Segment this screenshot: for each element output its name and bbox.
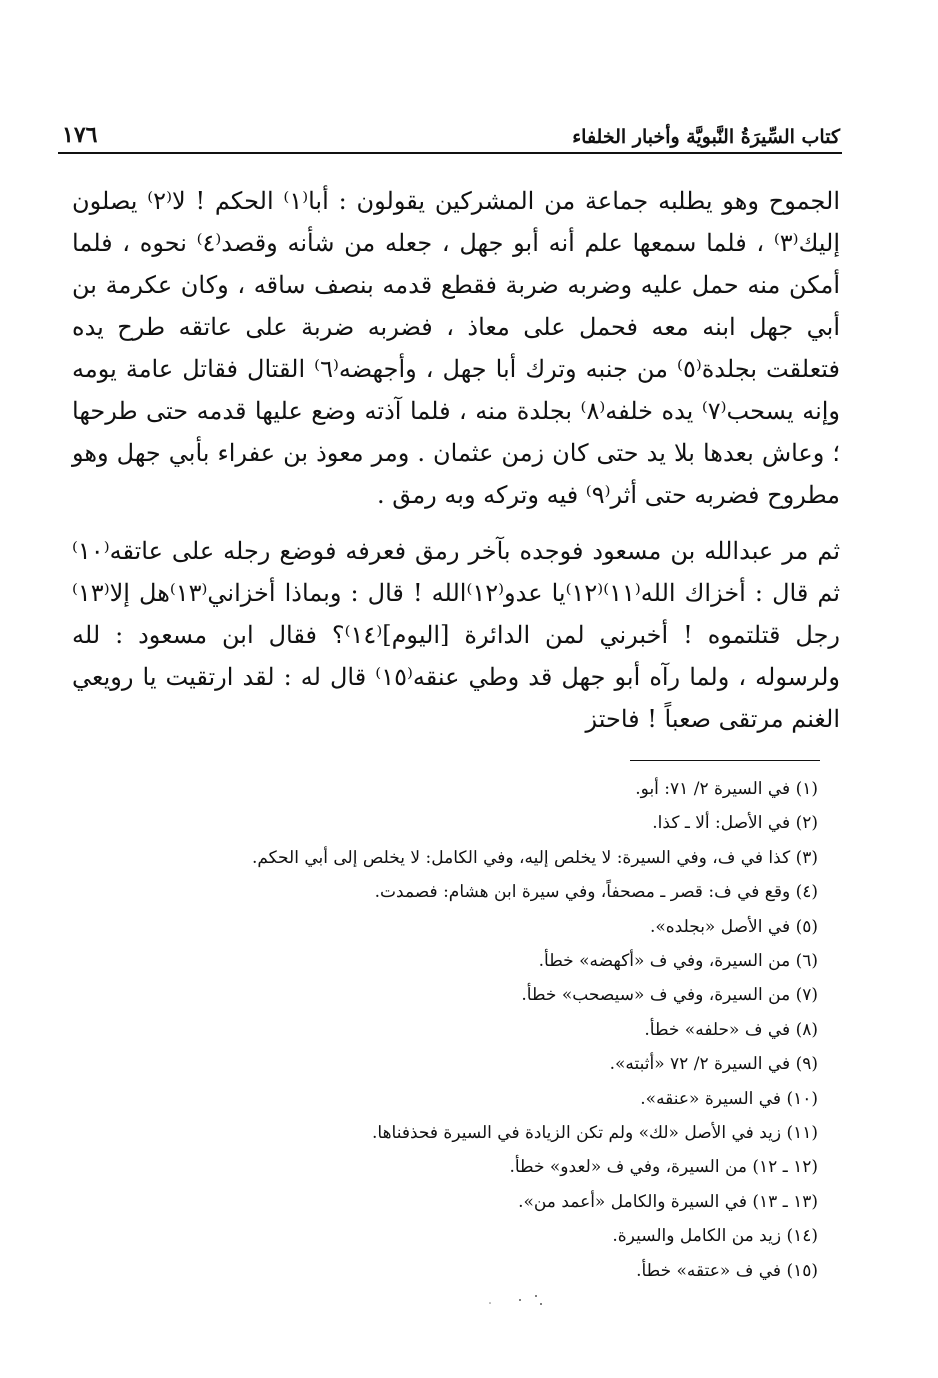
header-rule (58, 152, 842, 154)
footnote: (٢) في الأصل: ألا ـ كذا. (652, 813, 818, 834)
footnote: (١٠) في السيرة «عنقه». (640, 1088, 818, 1109)
footnote: (٦) من السيرة، وفي ف «أكهضه» خطأ. (538, 951, 818, 972)
footnote: (١٢ ـ ١٢) من السيرة، وفي ف «لعدو» خطأ. (509, 1157, 818, 1178)
main-text (72, 180, 840, 740)
running-header (62, 118, 840, 148)
footnote: (١١) زيد في الأصل «لك» ولم تكن الزيادة في السيرة فحذفناها. (372, 1123, 818, 1144)
page-number: ١٧٦ (62, 122, 98, 148)
footnote: (١٣ ـ ١٣) في السيرة والكامل «أعمد من». (518, 1191, 818, 1212)
footnote: (٩) في السيرة ٢/ ٧٢ «أثبته». (609, 1054, 818, 1075)
footnotes (120, 772, 818, 1288)
footnote: (١٥) في ف «عتقه» خطأ. (636, 1260, 818, 1281)
footnote: (٣) كذا في ف، وفي السيرة: لا يخلص إليه، وفي الكامل: لا يخلص إلى أبي الحكم. (251, 847, 818, 868)
paragraph: ثم مر عبدالله بن مسعود فوجده بآخر رمق فعرفه فوضع رجله على عاتقه⁽١٠⁾ثم قال : أخزاك الله⁽١١⁾⁽١٢⁾يا عدو⁽١٢⁾الله ! قال : وبماذا أخزاني⁽١٣⁾هل إلا⁽١٣⁾رجل قتلتموه ! أخبرني لمن الدائرة [اليوم]⁽١٤⁾؟ فقال ابن مسعود : لله ولرسوله ، ولما رآه أبو جهل قد وطي عنقه⁽١٥⁾ قال له : لقد ارتقيت يا رويعي الغنم مرتقى صعباً ! فاحتز (72, 537, 841, 733)
footnote: (١) في السيرة ٢/ ٧١: أبو. (635, 779, 818, 799)
footnote: (٥) في الأصل «بجلده». (649, 916, 818, 937)
footnote: (١٤) زيد من الكامل والسيرة. (612, 1226, 818, 1247)
footnote: (٨) في ف «حلفه» خطأ. (644, 1019, 818, 1040)
book-title: كتاب السِّيرَةُ النَّبويَّة وأخبار الخلفاء (572, 126, 840, 148)
footnote: (٧) من السيرة، وفي ف «سيصحب» خطأ. (521, 985, 818, 1006)
footnote-rule (630, 760, 820, 761)
footnote: (٤) وقع في ف: قصر ـ مصحفاً، وفي سيرة ابن هشام: فصمدت. (374, 882, 818, 903)
paragraph: الجموح وهو يطلبه جماعة من المشركين يقولون : أبا⁽١⁾ الحكم ! لا⁽٢⁾ يصلون إليك⁽٣⁾ ، فلما سمعها علم أنه أبو جهل ، جعله من شأنه وقصد⁽٤⁾ نحوه ، فلما أمكن منه حمل عليه وضربه ضربة فقطع قدمه بنصف ساقه ، وكان عكرمة بن أبي جهل ابنه معه فحمل على معاذ ، فضربه ضربة على عاتقه طرح يده فتعلقت بجلدة⁽٥⁾ من جنبه وترك أبا جهل ، وأجهضه⁽٦⁾ القتال فقاتل عامة يومه وإنه يسحب⁽٧⁾ يده خلفه⁽٨⁾ بجلدة منه ، فلما آذته وضع عليها قدمه حتى طرحها ؛ وعاش بعدها بلا يد حتى كان زمن عثمان . ومر معوذ بن عفراء بأبي جهل وهو مطروح فضربه حتى أثر⁽٩⁾ فيه وتركه وبه رمق . (72, 187, 841, 509)
